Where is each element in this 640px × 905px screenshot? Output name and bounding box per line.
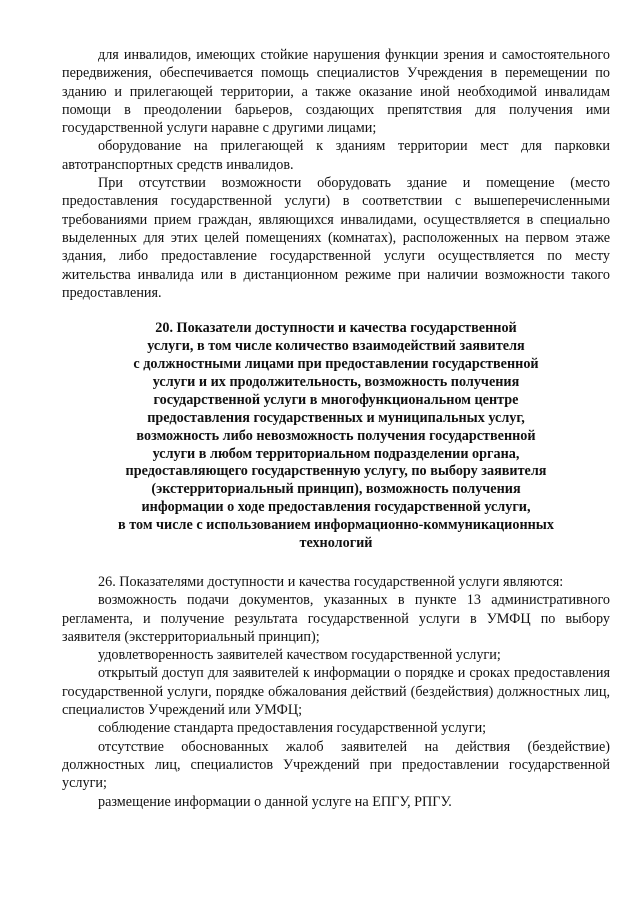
heading-line: услуги, в том числе количество взаимодействий заявителя bbox=[147, 338, 525, 355]
heading-line: возможность либо невозможность получения государственной bbox=[136, 427, 536, 444]
heading-line: предоставляющего государственную услугу, по выбору заявителя bbox=[125, 463, 547, 480]
paragraph-accessibility-assistance: для инвалидов, имеющих стойкие нарушения функции зрения и самостоятельного передвижения, обеспечивается помощь специалистов Учреждения в перемещении по зданию и прилегающей территории, а также оказание иной необходимой инвалидам помощи в преодолении барьеров, создающих препятствия для получения ими государственной услуги наравне с другими лицами; bbox=[62, 47, 610, 137]
heading-line: (экстерриториальный принцип), возможность получения bbox=[151, 481, 521, 498]
document-page bbox=[62, 46, 610, 811]
paragraph-document-submission: возможность подачи документов, указанных в пункте 13 административного регламента, и получение результата государственной услуги в УМФЦ по выбору заявителя (экстерриториальный принцип); bbox=[62, 592, 610, 645]
paragraph-no-complaints: отсутствие обоснованных жалоб заявителей на действия (бездействие) должностных лиц, специалистов Учреждений при предоставлении государственной услуги; bbox=[62, 738, 610, 792]
paragraph-information-placement: размещение информации о данной услуге на ЕПГУ, РПГУ. bbox=[98, 793, 452, 810]
heading-line: услуги в любом территориальном подразделении органа, bbox=[152, 445, 520, 462]
heading-line: технологий bbox=[299, 535, 373, 552]
heading-line: с должностными лицами при предоставлении государственной bbox=[133, 355, 539, 372]
paragraph-26-intro: 26. Показателями доступности и качества государственной услуги являются: bbox=[98, 573, 564, 590]
heading-line: государственной услуги в многофункциональном центре bbox=[153, 391, 519, 408]
heading-line: в том числе с использованием информационно-коммуникационных bbox=[118, 517, 554, 534]
heading-line: 20. Показатели доступности и качества государственной bbox=[155, 320, 517, 337]
paragraph-alternative-reception: При отсутствии возможности оборудовать здание и помещение (место предоставления государственной услуги) в соответствии с вышеперечисленными требованиями прием граждан, являющихся инвалидами, осуществляется в специально выделенных для этих целей помещениях (комнатах), расположенных на первом этаже здания, либо предоставление государственной услуги осуществляется по месту жительства инвалида или в дистанционном режиме при наличии возможности такого предоставления. bbox=[62, 175, 610, 301]
heading-line: предоставления государственных и муниципальных услуг, bbox=[147, 409, 525, 426]
section-20-heading bbox=[62, 320, 610, 553]
paragraph-standard-compliance: соблюдение стандарта предоставления государственной услуги; bbox=[98, 720, 487, 737]
paragraph-parking-equipment: оборудование на прилегающей к зданиям территории мест для парковки автотранспортных средств инвалидов. bbox=[62, 138, 610, 173]
paragraph-open-access: открытый доступ для заявителей к информации о порядке и сроках предоставления государственной услуги, порядке обжалования действий (бездействия) должностных лиц, специалистов Учреждений или УМФЦ; bbox=[62, 665, 610, 719]
heading-line: услуги и их продолжительность, возможность получения bbox=[152, 373, 520, 390]
heading-line: информации о ходе предоставления государственной услуги, bbox=[141, 499, 531, 516]
section-26-body bbox=[62, 573, 610, 811]
paragraph-satisfaction: удовлетворенность заявителей качеством государственной услуги; bbox=[98, 647, 501, 664]
